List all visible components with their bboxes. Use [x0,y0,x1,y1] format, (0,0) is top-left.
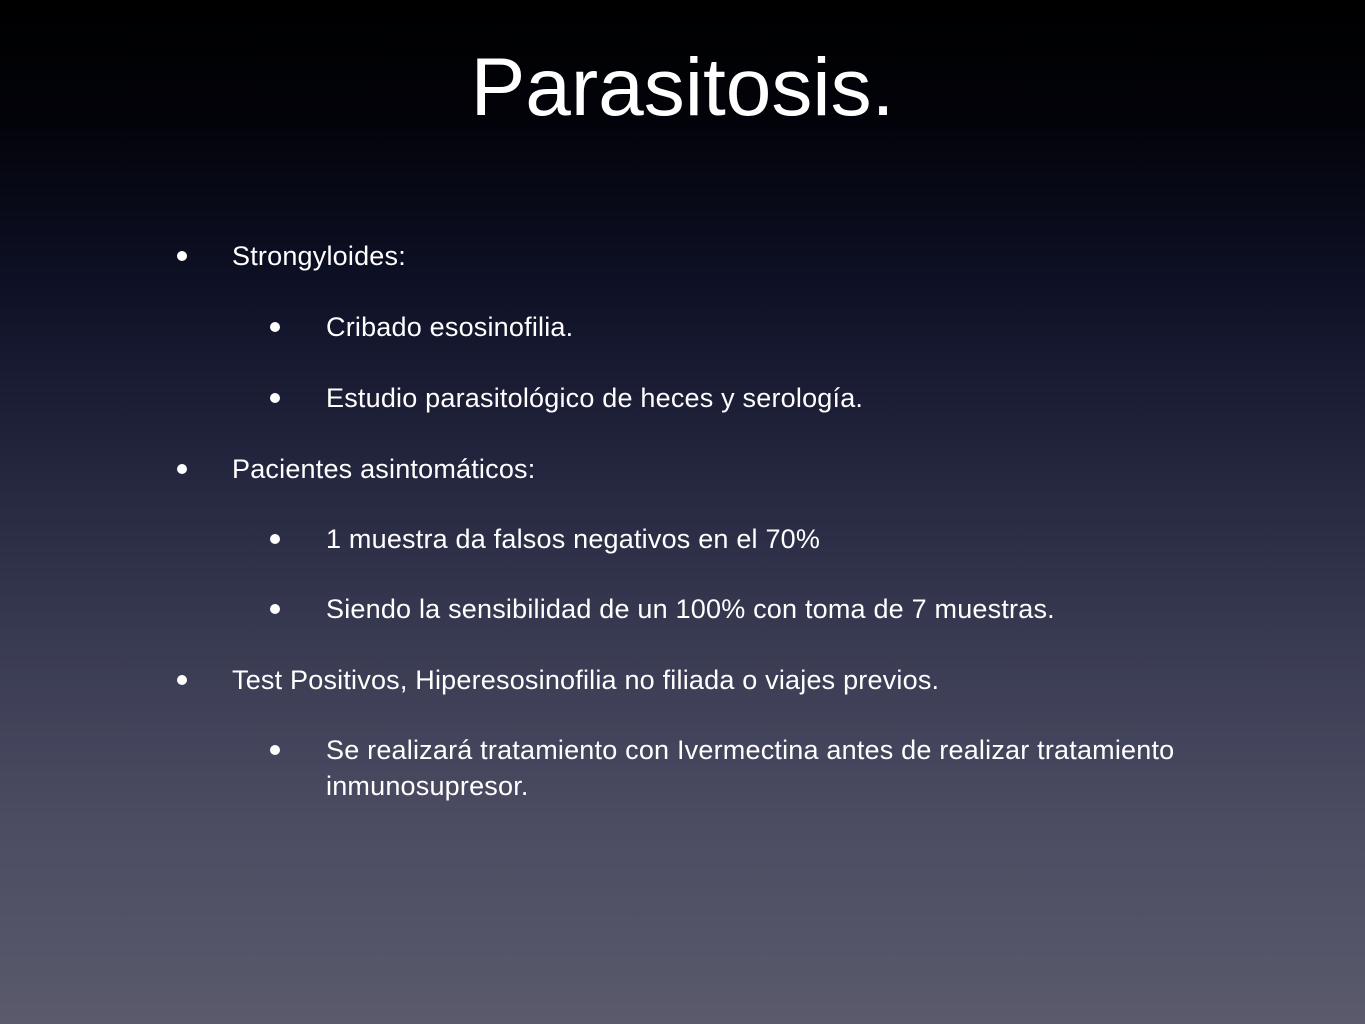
bullet-text: Cribado esosinofilia. [326,312,574,342]
bullet-text: Test Positivos, Hiperesosinofilia no filiada o viajes previos. [232,665,940,695]
bullet-item [232,662,1232,698]
sub-bullet-item [326,309,1186,345]
bullet-icon [177,251,187,261]
slide-title: Parasitosis. [470,42,895,133]
bullet-icon [270,534,280,544]
bullet-item [232,238,1232,274]
bullet-item [232,451,1232,487]
bullet-text: Siendo la sensibilidad de un 100% con toma de 7 muestras. [326,594,1055,624]
bullet-text: Pacientes asintomáticos: [232,454,536,484]
bullet-text: 1 muestra da falsos negativos en el 70% [326,524,821,554]
bullet-icon [177,675,187,685]
bullet-icon [270,604,280,614]
bullet-icon [270,322,280,332]
sub-bullet-item [326,521,1186,557]
sub-bullet-item [326,591,1186,627]
sub-bullet-item [326,732,1186,804]
bullet-icon [177,464,187,474]
bullet-icon [270,745,280,755]
bullet-text: Estudio parasitológico de heces y serología. [326,383,864,413]
sub-bullet-item [326,380,1186,416]
bullet-text: Strongyloides: [232,241,406,271]
bullet-text: Se realizará tratamiento con Ivermectina antes de realizar tratamiento inmunosupresor. [326,735,1175,801]
bullet-icon [270,393,280,403]
